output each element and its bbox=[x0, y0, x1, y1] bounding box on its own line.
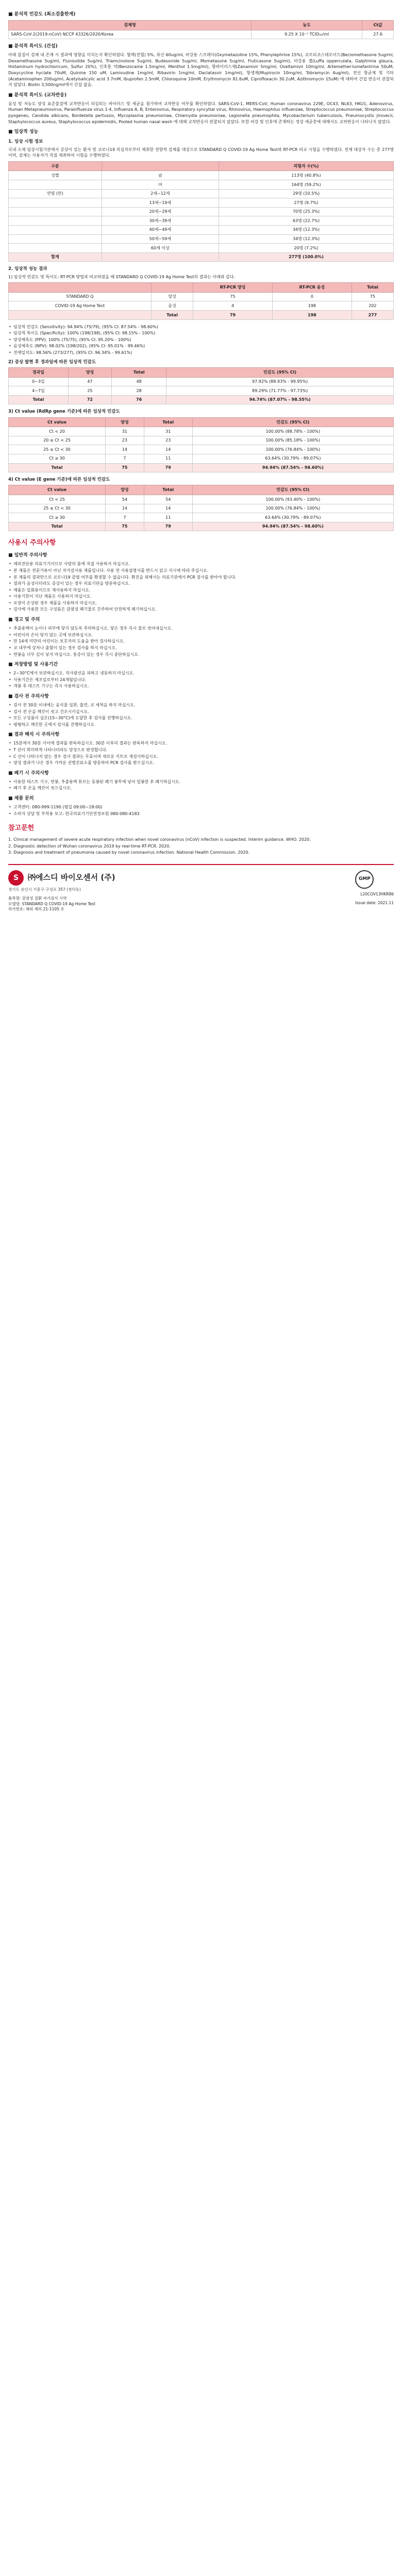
clinical-result-title: 2. 임상적 성능 결과 bbox=[8, 266, 47, 272]
table-cell: 11 bbox=[144, 513, 192, 522]
list-item: 1. Clinical management of severe acute respiratory infection when novel coronavirus (nCoV) infection is suspected. Interim guidance. WHO. 2020. bbox=[8, 837, 311, 842]
table-cell bbox=[9, 311, 152, 320]
disposal-section bbox=[8, 770, 394, 791]
list-item: • 코 내부에 상처나 출혈이 있는 경우 검사를 하지 마십시오. bbox=[8, 645, 394, 651]
list-item: • 본 제품은 전문가용이 아닌 자가검사용 제품입니다. 사용 전 사용설명서를 반드시 읽고 지시에 따라 주십시오. bbox=[8, 568, 394, 574]
clinical-title: ■ 임상적 성능 bbox=[8, 129, 39, 135]
table-cell: 11 bbox=[144, 454, 192, 463]
performance-summary-list bbox=[8, 324, 394, 356]
ct2-title: 4) Ct value (E gene 기준)에 따른 임상적 민감도 bbox=[8, 477, 110, 483]
table-cell: COVID-19 Ag Home Test bbox=[9, 301, 152, 311]
ct2-table bbox=[8, 485, 394, 531]
table-cell: 25 ≤ Ct < 30 bbox=[9, 504, 106, 513]
table-cell: 94.74% (87.07% - 98.55%) bbox=[166, 395, 394, 404]
table-cell: Ct ≥ 30 bbox=[9, 454, 106, 463]
table-cell: 70명 (25.3%) bbox=[219, 207, 394, 216]
table-cell: 113명 (40.8%) bbox=[219, 171, 394, 180]
storage-title: ■ 저장방법 및 사용기간 bbox=[8, 662, 58, 668]
footer bbox=[8, 864, 394, 913]
table-cell: 100.00% (85.18% - 100%) bbox=[192, 436, 393, 445]
list-item: • 추출용액이 눈이나 피부에 닿지 않도록 주의하십시오. 닿은 경우 즉시 물로 씻어내십시오. bbox=[8, 625, 394, 632]
table-cell: 54 bbox=[144, 495, 192, 504]
ct-header-2: Total bbox=[144, 417, 192, 427]
table-row bbox=[9, 292, 394, 301]
table-row bbox=[9, 180, 394, 190]
table-cell: 4~7일 bbox=[9, 386, 69, 396]
demographics-table bbox=[8, 161, 394, 262]
table-cell: 31 bbox=[106, 427, 144, 436]
perf-header-2: RT-PCR 양성 bbox=[193, 283, 273, 293]
table-cell: 14 bbox=[106, 504, 144, 513]
table-cell bbox=[9, 180, 102, 190]
symptom-header-0: 경과일 bbox=[9, 367, 69, 377]
lod-table bbox=[8, 20, 394, 39]
list-item: • 임상적 민감도 (Sensitivity): 94.94% (75/79), (95% CI: 87.54% - 98.60%) bbox=[8, 324, 394, 330]
package-insert-page bbox=[8, 11, 394, 912]
list-item: • 검사 전 손을 깨끗이 씻고 건조시키십시오. bbox=[8, 709, 394, 715]
list-item: • 면봉을 너무 깊이 넣지 마십시오. 통증이 있는 경우 즉시 중단하십시오. bbox=[8, 652, 394, 658]
list-item: • 음성예측도 (NPV): 98.02% (198/202), (95% CI: 95.01% - 99.46%) bbox=[8, 343, 394, 349]
list-item: • 사용기한이 지난 제품은 사용하지 마십시오. bbox=[8, 594, 394, 600]
list-item: • 검사 전 30분 이내에는 음식물 섭취, 흡연, 코 세척을 하지 마십시오. bbox=[8, 702, 394, 708]
table-cell: 76 bbox=[112, 395, 166, 404]
table-cell: 63명 (22.7%) bbox=[219, 216, 394, 226]
table-row bbox=[9, 445, 394, 454]
table-row bbox=[9, 225, 394, 234]
table-cell: 성별 bbox=[9, 171, 102, 180]
table-cell: 14 bbox=[106, 445, 144, 454]
list-item: • 양성 결과가 나온 경우 가까운 선별진료소를 방문하여 PCR 검사를 받으십시오. bbox=[8, 760, 394, 766]
contact-section bbox=[8, 795, 394, 817]
storage-section bbox=[8, 662, 394, 689]
table-cell: 198 bbox=[272, 311, 351, 320]
general-cautions-title: ■ 일반적 주의사항 bbox=[8, 553, 47, 558]
table-cell: 2세~12세 bbox=[102, 189, 219, 198]
pre-test-title: ■ 검사 전 주의사항 bbox=[8, 693, 49, 699]
table-row-total bbox=[9, 252, 394, 262]
table-cell: 202 bbox=[351, 301, 393, 311]
list-item: • 본 제품의 결과만으로 코로나19 감염 여부를 확정할 수 없습니다. 확진을 위해서는 의료기관에서 PCR 검사를 받아야 합니다. bbox=[8, 574, 394, 581]
table-row bbox=[9, 427, 394, 436]
symptom-header-2: Total bbox=[112, 367, 166, 377]
table-cell: 75 bbox=[106, 463, 144, 472]
table-cell: Ct ≥ 30 bbox=[9, 513, 106, 522]
symptom-table bbox=[8, 367, 394, 404]
table-cell: 13세~19세 bbox=[102, 198, 219, 208]
table-cell: Ct < 25 bbox=[9, 495, 106, 504]
brand-name: ㈜에스디 바이오센서 (주) bbox=[28, 872, 115, 882]
table-cell: 20세~29세 bbox=[102, 207, 219, 216]
list-item: • 개봉 후 테스트 기구는 즉시 사용하십시오. bbox=[8, 683, 394, 689]
clinical-intro-title: 1. 임상 시험 정보 bbox=[8, 139, 43, 145]
cross-reactivity-text: 음성 및 저농도 양성 표준물질에 교차반응이 의심되는 바이러스 및 세균을 첨가하여 교차반응 여부를 확인하였다. SARS-CoV-1, MERS-CoV, Human coronavirus 229E, OC43, NL63, HKU1, Adenovirus, Human Metapneumovirus, Parainfluenza virus 1-4, Influenza A, B, Enterovirus, Respiratory syncytial virus, Rhinovirus, Haemophilus influenzae, Streptococcus pneumoniae, Streptococcus pyogenes, Candida albicans, Bordetella pertussis, Mycoplasma pneumoniae, Chlamydia pneumoniae, Legionella pneumophila, Mycobacterium tuberculosis, Pneumocystis jirovecii, Staphylococcus aureus, Staphylococcus epidermidis, Pooled human nasal wash 에 대해 교차반응이 관찰되지 않았다. 또한 비강 및 인후에 존재하는 정상 세균총에 대해서도 교차반응이 나타나지 않았다. bbox=[8, 101, 394, 124]
analytical-sensitivity-section bbox=[8, 11, 394, 39]
cautions-title: 사용시 주의사항 bbox=[8, 539, 56, 547]
table-cell: 23 bbox=[144, 436, 192, 445]
table-row-total bbox=[9, 311, 394, 320]
ct-header-1: 양성 bbox=[106, 417, 144, 427]
perf-header-0 bbox=[9, 283, 152, 293]
table-cell: Total bbox=[9, 395, 69, 404]
table-cell: 20명 (7.2%) bbox=[219, 244, 394, 253]
symptom-title: 2) 증상 발현 후 경과일에 따른 임상적 민감도 bbox=[8, 359, 96, 365]
table-row bbox=[9, 216, 394, 226]
table-row bbox=[9, 198, 394, 208]
issue-date: Issue date: 2021.11 bbox=[355, 900, 394, 905]
table-cell: 0~3일 bbox=[9, 377, 69, 386]
table-cell: 14 bbox=[144, 504, 192, 513]
table-cell: 97.92% (88.93% - 99.95%) bbox=[166, 377, 394, 386]
table-cell bbox=[9, 225, 102, 234]
list-item: • 사용한 테스트 기구, 면봉, 추출용액 튜브는 동봉된 폐기 봉투에 넣어 밀봉한 후 폐기하십시오. bbox=[8, 779, 394, 785]
interference-section bbox=[8, 43, 394, 88]
lod-header-concentration: 농도 bbox=[251, 21, 362, 30]
clinical-intro-text: 국내 소재 임상시험기관에서 증상이 있는 환자 및 코로나19 의심자로부터 채취한 전향적 검체를 대상으로 STANDARD Q COVID-19 Ag Home Test와 RT-PCR 비교 시험을 수행하였다. 전체 대상자 수는 총 277명이며, 검체는 사용자가 직접 채취하여 시험을 수행하였다. bbox=[8, 147, 394, 158]
manual-line: 허가번호: 체외 제허 21-1105 호 bbox=[8, 907, 64, 912]
table-cell: 100.00% (93.40% - 100%) bbox=[192, 495, 393, 504]
table-cell: 79 bbox=[144, 522, 192, 531]
warning-title: ■ 경고 및 주의 bbox=[8, 617, 40, 623]
table-row bbox=[9, 454, 394, 463]
table-cell: 34명 (12.3%) bbox=[219, 234, 394, 244]
table-cell: 30세~39세 bbox=[102, 216, 219, 226]
demo-header-count: 피험자 수(%) bbox=[219, 161, 394, 171]
table-cell: 23 bbox=[106, 436, 144, 445]
list-item: • 사용기간은 제조일로부터 24개월입니다. bbox=[8, 677, 394, 683]
table-cell bbox=[9, 244, 102, 253]
contact-list bbox=[8, 804, 394, 817]
references-title: 참고문헌 bbox=[8, 824, 35, 833]
table-cell: 277명 (100.0%) bbox=[219, 252, 394, 262]
result-caution-section bbox=[8, 732, 394, 766]
table-row bbox=[9, 436, 394, 445]
list-item: • 어린이의 손이 닿지 않는 곳에 보관하십시오. bbox=[8, 632, 394, 638]
ct2-header-0: Ct value bbox=[9, 485, 106, 495]
table-cell: 79 bbox=[144, 463, 192, 472]
disposal-title: ■ 폐기 시 주의사항 bbox=[8, 770, 49, 776]
symptom-header-3: 민감도 (95% CI) bbox=[166, 367, 394, 377]
table-cell: STANDARD Q bbox=[9, 292, 152, 301]
table-cell: 14 bbox=[144, 445, 192, 454]
table-cell: 75 bbox=[193, 292, 273, 301]
ct-header-0: Ct value bbox=[9, 417, 106, 427]
list-item: • 제품은 일회용이므로 재사용하지 마십시오. bbox=[8, 587, 394, 594]
table-cell: Total bbox=[9, 463, 106, 472]
table-row bbox=[9, 244, 394, 253]
table-cell bbox=[102, 252, 219, 262]
table-cell: 94.94% (87.54% - 98.60%) bbox=[192, 522, 393, 531]
result-caution-list bbox=[8, 740, 394, 766]
table-row bbox=[9, 386, 394, 396]
table-cell: 31 bbox=[144, 427, 192, 436]
references-list bbox=[8, 837, 394, 856]
table-cell: 100.00% (76.84% - 100%) bbox=[192, 445, 393, 454]
demo-header-category: 구분 bbox=[9, 161, 102, 171]
perf-header-4: Total bbox=[351, 283, 393, 293]
disposal-list bbox=[8, 779, 394, 791]
list-item: • 소비자 상담 및 부작용 보고: 한국의료기기안전정보원 080-080-4183 bbox=[8, 811, 394, 817]
table-cell: 연령 (만) bbox=[9, 189, 102, 198]
ct2-header-1: 양성 bbox=[106, 485, 144, 495]
list-item: • 전체일치도: 98.56% (273/277), (95% CI: 96.34% - 99.61%) bbox=[8, 350, 394, 356]
list-item: • 폐기 후 손을 깨끗이 씻으십시오. bbox=[8, 785, 394, 791]
table-cell bbox=[9, 198, 102, 208]
table-cell: 9.25 X 10⁻¹ TCID₅₀/ml bbox=[251, 30, 362, 39]
table-cell: 63.64% (30.79% - 89.07%) bbox=[192, 513, 393, 522]
table-row-total bbox=[9, 463, 394, 472]
list-item: • 만 14세 미만의 어린이는 보호자의 도움을 받아 검사하십시오. bbox=[8, 638, 394, 645]
cross-reactivity-section bbox=[8, 92, 394, 125]
table-cell: 34명 (12.3%) bbox=[219, 225, 394, 234]
ct-table bbox=[8, 417, 394, 473]
table-row bbox=[9, 234, 394, 244]
table-cell: 25 bbox=[68, 386, 111, 396]
demo-header-group bbox=[102, 161, 219, 171]
list-item: • 결과가 음성이더라도 증상이 있는 경우 의료기관을 방문하십시오. bbox=[8, 581, 394, 587]
brand bbox=[8, 870, 115, 886]
table-cell: 277 bbox=[351, 311, 393, 320]
table-cell: 0 bbox=[272, 292, 351, 301]
manual-line: 모델명: STANDARD Q COVID-19 Ag Home Test bbox=[8, 901, 95, 906]
cross-reactivity-title: ■ 분석적 특이도 (교차반응) bbox=[8, 92, 67, 98]
table-row bbox=[9, 189, 394, 198]
list-item: 3. Diagnosis and treatment of pneumonia caused by novel coronavirus infection. National Health Commission. 2020. bbox=[8, 850, 250, 855]
list-item: • 검사에 사용한 모든 구성품은 감염성 폐기물로 간주하여 안전하게 폐기하십시오. bbox=[8, 606, 394, 613]
table-cell: 25 ≤ Ct < 30 bbox=[9, 445, 106, 454]
table-row bbox=[9, 30, 394, 39]
table-cell: Total bbox=[151, 311, 193, 320]
table-row bbox=[9, 207, 394, 216]
warning-list bbox=[8, 625, 394, 657]
contact-title: ■ 제품 문의 bbox=[8, 796, 34, 801]
table-row bbox=[9, 301, 394, 311]
pre-test-section bbox=[8, 693, 394, 727]
perf-header-1 bbox=[151, 283, 193, 293]
storage-list bbox=[8, 670, 394, 689]
table-cell: 164명 (59.2%) bbox=[219, 180, 394, 190]
list-item: • 양성예측도 (PPV): 100% (75/75), (95% CI: 95.20% - 100%) bbox=[8, 337, 394, 343]
lod-header-specimen: 검체명 bbox=[9, 21, 252, 30]
table-row-total bbox=[9, 522, 394, 531]
table-cell: 양성 bbox=[151, 292, 193, 301]
table-cell: 합계 bbox=[9, 252, 102, 262]
table-cell: 7 bbox=[106, 513, 144, 522]
table-cell: 40세~49세 bbox=[102, 225, 219, 234]
table-cell: 29명 (10.5%) bbox=[219, 189, 394, 198]
table-cell: 89.29% (71.77% - 97.73%) bbox=[166, 386, 394, 396]
table-cell: 7 bbox=[106, 454, 144, 463]
table-cell: 27.6 bbox=[362, 30, 394, 39]
table-cell: 48 bbox=[112, 377, 166, 386]
analytical-sensitivity-title: ■ 분석적 민감도 (최소검출한계) bbox=[8, 12, 76, 17]
list-item: • 2~30°C에서 보관하십시오. 직사광선을 피하고 냉동하지 마십시오. bbox=[8, 670, 394, 676]
table-row bbox=[9, 377, 394, 386]
warning-section bbox=[8, 617, 394, 657]
table-cell: 100.00% (76.84% - 100%) bbox=[192, 504, 393, 513]
table-cell: 75 bbox=[351, 292, 393, 301]
table-row bbox=[9, 513, 394, 522]
result-caution-title: ■ 결과 해석 시 주의사항 bbox=[8, 732, 60, 738]
table-cell: 54 bbox=[106, 495, 144, 504]
table-cell: 남 bbox=[102, 171, 219, 180]
pre-test-list bbox=[8, 702, 394, 727]
general-cautions-list bbox=[8, 561, 394, 613]
table-cell: 94.94% (87.54% - 98.60%) bbox=[192, 463, 393, 472]
table-cell: 음성 bbox=[151, 301, 193, 311]
clinical-section bbox=[8, 129, 394, 531]
table-row-total bbox=[9, 395, 394, 404]
list-item: • 고객센터: 080-999-1190 (평일 09:00~18:00) bbox=[8, 804, 394, 810]
table-cell: 198 bbox=[272, 301, 351, 311]
list-item: • 포장이 손상된 경우 제품을 사용하지 마십시오. bbox=[8, 600, 394, 606]
document-code: L20COV13HKR86 bbox=[360, 891, 394, 896]
table-cell: 27명 (9.7%) bbox=[219, 198, 394, 208]
gmp-badge-icon: GMP bbox=[355, 870, 374, 889]
company-address: 경기도 용인시 기흥구 구성로 357 (청덕동) bbox=[8, 887, 81, 892]
table-cell: 79 bbox=[193, 311, 273, 320]
interference-title: ■ 분석적 특이도 (간섭) bbox=[8, 44, 58, 49]
list-item: • 평평하고 깨끗한 곳에서 검사를 진행하십시오. bbox=[8, 722, 394, 728]
table-row bbox=[9, 171, 394, 180]
table-cell: 47 bbox=[68, 377, 111, 386]
table-cell: 50세~59세 bbox=[102, 234, 219, 244]
ct-header-3: 민감도 (95% CI) bbox=[192, 417, 393, 427]
table-cell: 75 bbox=[106, 522, 144, 531]
list-item: • 모든 구성품이 실온(15~30°C)에 도달한 후 검사를 진행하십시오. bbox=[8, 715, 394, 721]
table-cell: 20 ≤ Ct < 25 bbox=[9, 436, 106, 445]
list-item: • 체외진단용 의료기기이므로 사람의 몸에 직접 사용하지 마십시오. bbox=[8, 561, 394, 567]
lod-header-ct: Ct값 bbox=[362, 21, 394, 30]
table-cell: 60세 이상 bbox=[102, 244, 219, 253]
table-cell bbox=[9, 234, 102, 244]
list-item: • 15분에서 30분 사이에 결과를 판독하십시오. 30분 이후의 결과는 판독하지 마십시오. bbox=[8, 740, 394, 747]
perf-header-3: RT-PCR 음성 bbox=[272, 283, 351, 293]
manual-info bbox=[8, 896, 115, 913]
ct2-header-3: 민감도 (95% CI) bbox=[192, 485, 393, 495]
table-cell: 100.00% (88.78% - 100%) bbox=[192, 427, 393, 436]
table-row bbox=[9, 504, 394, 513]
interference-text: 아래 물질이 검체 내 존재 시 결과에 영향을 미치는지 확인하였다. 혈액(전혈) 5%, 뮤신 60ug/ml, 비강용 스프레이(Oxymetazoline 15%, Phenylephrine 15%), 코르티코스테로이드(Beclomethasone 5ug/ml, Dexamethasone 5ug/ml, Flunisolide 5ug/ml, Triamcinolone 5ug/ml, Budesonide 5ug/ml, Mometasone 5ug/ml, Fluticasone 5ug/ml), 비강용 젤(Luffa opperculata, Galphimia glauca, Histaminum hydrochloricum, Sulfur 20%), 인후통 약(Benzocaine 1.5mg/ml, Menthol 1.5mg/ml), 항바이러스제(Zanamivir 5mg/ml, Oseltamivir 10mg/ml, Artemether-lumefantrine 50uM, Doxycycline hyclate 70uM, Quinine 150 uM, Lamivudine 1mg/ml, Ribavirin 1mg/ml, Daclatasvir 1mg/ml), 항생제(Mupirocin 10mg/ml, Tobramycin 4ug/ml), 전신 항균제 및 기타(Acetaminophen 200ug/ml, Acetylsalicylic acid 3.7mM, Ibuprofen 2.5mM, Chloroquine 10mM, Erythromycin 81.6uM, Ciprofloxacin 30.2uM, Azithromycin 15uM) 에 대하여 간섭 반응이 관찰되지 않았다. Biotin 3,500ng/ml에서 간섭 없음. bbox=[8, 53, 394, 88]
table-row bbox=[9, 495, 394, 504]
list-item: 2. Diagnostic detection of Wuhan coronavirus 2019 by real-time RT-PCR. 2020. bbox=[8, 843, 171, 849]
ct2-header-2: Total bbox=[144, 485, 192, 495]
table-cell: 63.64% (30.79% - 89.07%) bbox=[192, 454, 393, 463]
manual-line: 품목명: 감염성 질환 자가검사 시약 bbox=[8, 895, 67, 901]
list-item: • T 선이 희미하게 나타나더라도 양성으로 판정합니다. bbox=[8, 747, 394, 753]
list-item: • C 선이 나타나지 않는 경우 검사 결과는 무효이며 새로운 키트로 재검사하십시오. bbox=[8, 754, 394, 760]
clinical-result-text: 1) 임상적 민감도 및 특이도: RT-PCR 방법과 비교하였을 때 STANDARD Q COVID-19 Ag Home Test의 결과는 아래와 같다. bbox=[8, 274, 236, 279]
table-cell: 여 bbox=[102, 180, 219, 190]
performance-table bbox=[8, 282, 394, 319]
table-cell: 4 bbox=[193, 301, 273, 311]
brand-logo-icon: S bbox=[8, 870, 24, 886]
table-cell bbox=[9, 207, 102, 216]
table-cell: 72 bbox=[68, 395, 111, 404]
list-item: • 임상적 특이도 (Specificity): 100% (198/198), (95% CI: 98.15% - 100%) bbox=[8, 330, 394, 336]
table-cell: Ct < 20 bbox=[9, 427, 106, 436]
general-cautions-section bbox=[8, 552, 394, 613]
table-cell: 28 bbox=[112, 386, 166, 396]
table-cell: Total bbox=[9, 522, 106, 531]
table-cell: SARS-CoV-2(2019-nCoV) NCCP 43326/2020/Korea bbox=[9, 30, 252, 39]
table-cell bbox=[9, 216, 102, 226]
symptom-header-1: 양성 bbox=[68, 367, 111, 377]
ct-title: 3) Ct value (RdRp gene 기준)에 따른 임상적 민감도 bbox=[8, 409, 120, 415]
